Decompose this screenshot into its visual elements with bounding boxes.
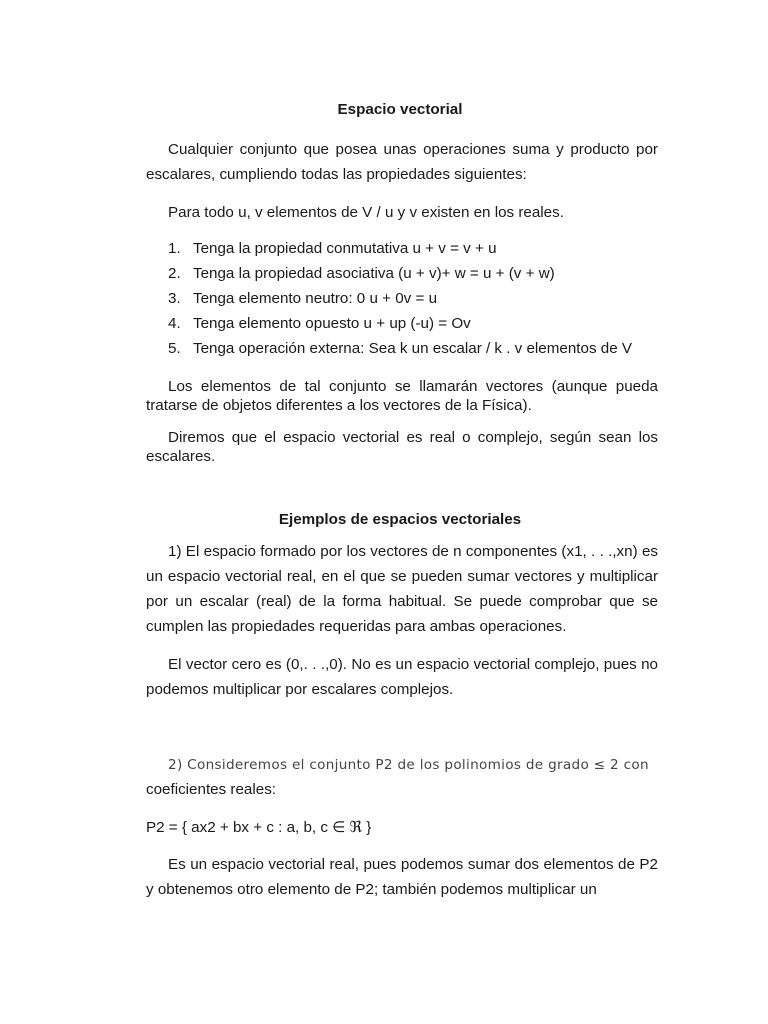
list-item: 4. Tenga elemento opuesto u + up (-u) = Ov	[168, 315, 471, 332]
elements-paragraph: Los elementos de tal conjunto se llamarán vectores (aunque pueda tratarse de objetos diferentes a los vectores de la Física).	[146, 378, 658, 414]
list-item: 5. Tenga operación externa: Sea k un escalar / k . v elementos de V	[168, 340, 633, 357]
list-item: 2. Tenga la propiedad asociativa (u + v)+ w = u + (v + w)	[168, 265, 555, 282]
examples-title: Ejemplos de espacios vectoriales	[278, 511, 522, 528]
example2-line1: 2) Consideremos el conjunto P2 de los polinomios de grado ≤ 2 con	[168, 757, 649, 773]
zero-vector-paragraph: El vector cero es (0,. . .,0). No es un espacio vectorial complejo, pues no podemos multiplicar por escalares complejos.	[146, 656, 658, 698]
real-complex-paragraph: Diremos que el espacio vectorial es real o complejo, según sean los escalares.	[146, 429, 658, 465]
closing-paragraph: Es un espacio vectorial real, pues podemos sumar dos elementos de P2 y obtenemos otro elemento de P2; también podemos multiplicar un	[146, 856, 658, 898]
list-item: 1. Tenga la propiedad conmutativa u + v = v + u	[168, 240, 497, 257]
example1-paragraph: 1) El espacio formado por los vectores de n componentes (x1, . . .,xn) es un espacio vectorial real, en el que se pueden sumar vectores y multiplicar por un escalar (real) de la forma habitual. Se puede comprobar que se cumplen las propiedades requeridas para ambas operaciones.	[146, 543, 658, 635]
p2-definition: P2 = { ax2 + bx + c : a, b, c ∈ ℜ }	[146, 819, 372, 836]
example2-line2: coeficientes reales:	[146, 781, 277, 798]
properties-list	[168, 239, 632, 364]
intro-paragraph: Cualquier conjunto que posea unas operaciones suma y producto por escalares, cumpliendo todas las propiedades siguientes:	[146, 141, 658, 183]
document-title: Espacio vectorial	[337, 101, 463, 118]
condition-paragraph: Para todo u, v elementos de V / u y v existen en los reales.	[168, 204, 564, 221]
list-item: 3. Tenga elemento neutro: 0 u + 0v = u	[168, 290, 438, 307]
